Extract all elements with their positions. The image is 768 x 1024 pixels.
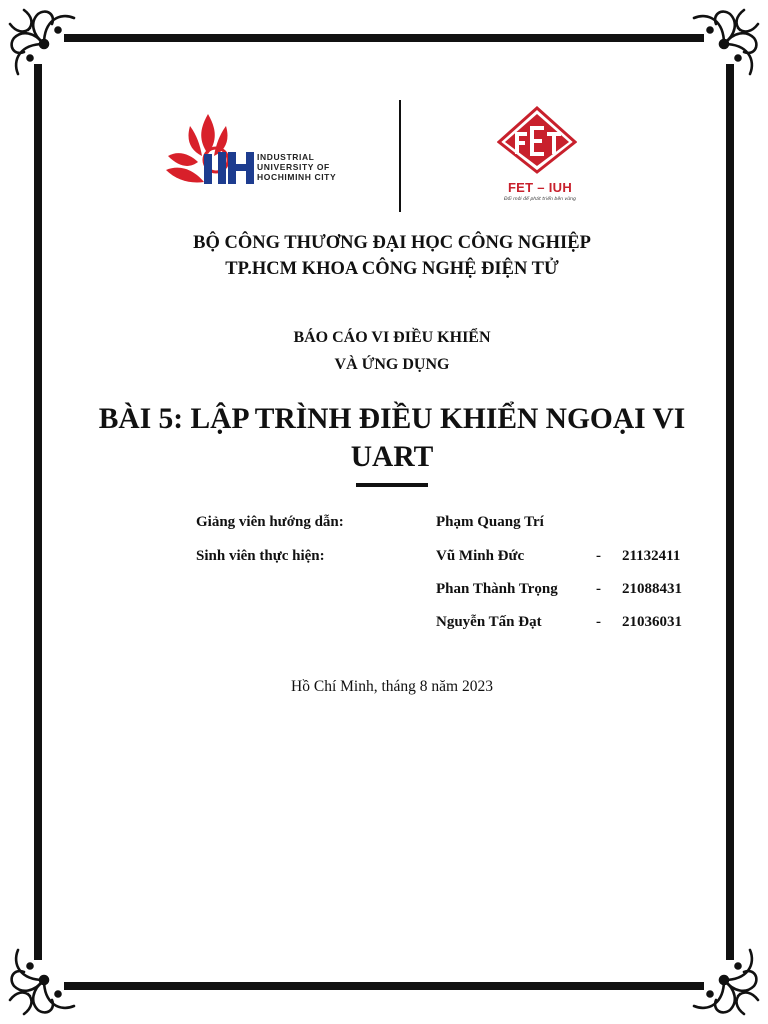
university-logo-text [257,152,336,182]
report-title-line-1: BÁO CÁO VI ĐIỀU KHIỂN [293,329,491,346]
ornament-corner-bottom-right [690,946,764,1020]
student-name: Vũ Minh Đức [436,548,525,564]
logo-divider [399,100,401,212]
institution-header [100,230,684,282]
ornament-corner-top-right [690,4,764,78]
student-separator: - [596,614,601,630]
student-separator: - [596,581,601,597]
student-name: Phan Thành Trọng [436,581,558,597]
faculty-logo [497,106,577,174]
students-label: Sinh viên thực hiện: [196,548,325,564]
lesson-title-line-2: UART [350,441,434,473]
university-logo-line-3: HOCHIMINH CITY [257,172,337,182]
lesson-title-line-1: BÀI 5: LẬP TRÌNH ĐIỀU KHIỂN NGOẠI VI [98,403,686,435]
lesson-title [70,400,714,476]
institution-line-1: BỘ CÔNG THƯƠNG ĐẠI HỌC CÔNG NGHIỆP [193,233,591,253]
instructor-name: Phạm Quang Trí [436,514,544,530]
university-logo-line-1: INDUSTRIAL [257,152,315,162]
student-separator: - [596,548,601,564]
student-id: 21088431 [622,581,682,597]
student-name: Nguyễn Tấn Đạt [436,614,542,630]
report-title [160,324,624,378]
student-id: 21036031 [622,614,682,630]
title-underline [356,483,428,487]
student-id: 21132411 [622,548,681,564]
faculty-logo-title: FET – IUH [507,180,573,195]
place-date: Hồ Chí Minh, tháng 8 năm 2023 [291,678,493,695]
university-logo-line-2: UNIVERSITY OF [257,162,330,172]
ornament-corner-top-left [4,4,78,78]
faculty-logo-slogan: Đổi mới để phát triển bền vững [504,197,576,202]
institution-line-2: TP.HCM KHOA CÔNG NGHỆ ĐIỆN TỬ [225,259,559,279]
report-title-line-2: VÀ ỨNG DỤNG [334,356,450,373]
ornament-corner-bottom-left [4,946,78,1020]
instructor-label: Giảng viên hướng dẫn: [196,514,344,530]
